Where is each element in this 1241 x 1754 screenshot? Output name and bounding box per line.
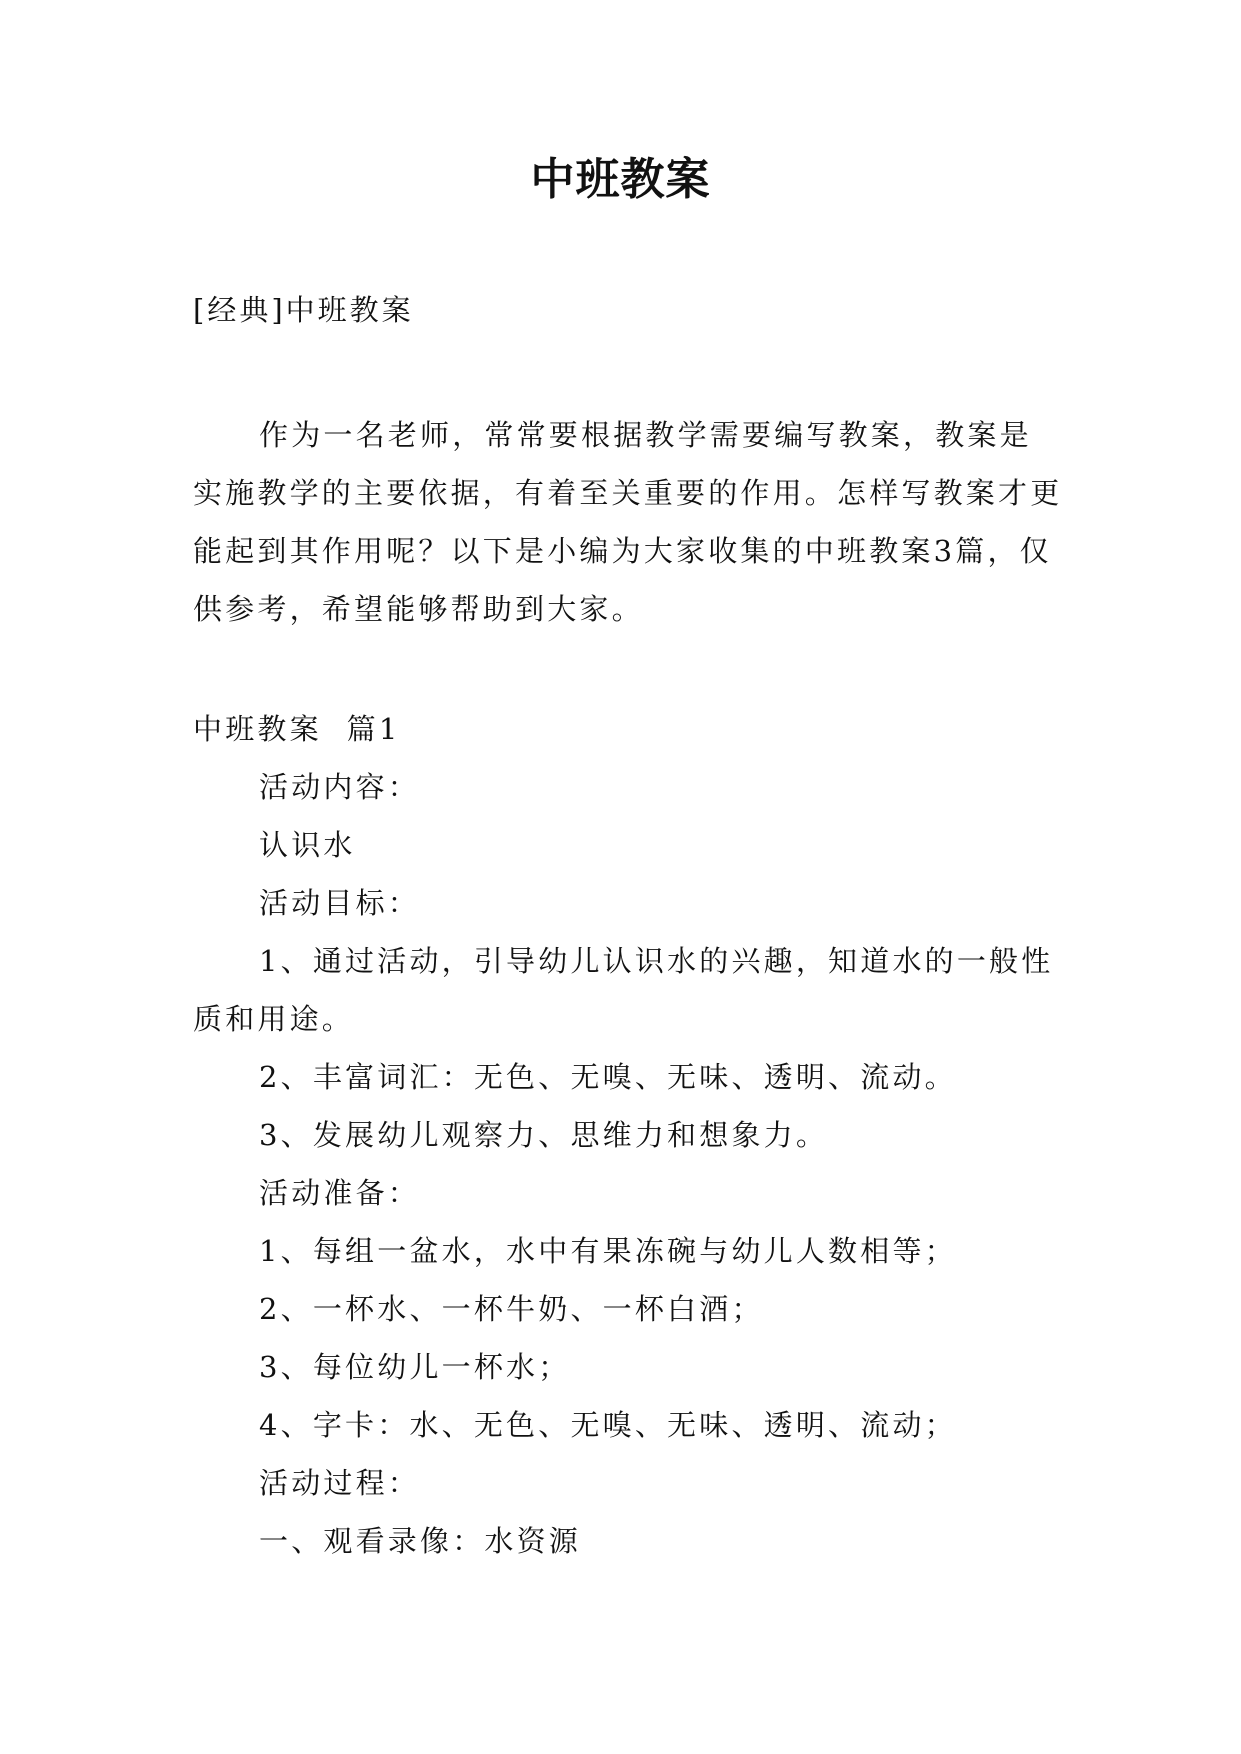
- activity-goal-item: 2、丰富词汇：无色、无嗅、无味、透明、流动。: [259, 1060, 957, 1094]
- section-1: [193, 700, 1063, 1570]
- activity-prep-label: 活动准备：: [259, 1176, 421, 1210]
- activity-goal-label: 活动目标：: [259, 886, 421, 920]
- activity-process-label: 活动过程：: [259, 1466, 421, 1500]
- document-title: 中班教案: [530, 154, 711, 205]
- activity-process-step: 一、观看录像：水资源: [259, 1524, 582, 1558]
- activity-content-text: 认识水: [259, 828, 356, 862]
- activity-goal-item: 3、发展幼儿观察力、思维力和想象力。: [259, 1118, 829, 1152]
- activity-prep-item: 4、字卡：水、无色、无嗅、无味、透明、流动；: [259, 1408, 957, 1442]
- activity-prep-item: 3、每位幼儿一杯水；: [259, 1350, 571, 1384]
- document-subtitle: [经典]中班教案: [193, 293, 414, 327]
- activity-goal-item: 1、通过活动，引导幼儿认识水的兴趣，知道水的一般性质和用途。: [193, 944, 1054, 1036]
- activity-content-label: 活动内容：: [259, 770, 421, 804]
- section-heading: 中班教案 篇1: [193, 712, 401, 746]
- activity-prep-item: 2、一杯水、一杯牛奶、一杯白酒；: [259, 1292, 764, 1326]
- activity-prep-item: 1、每组一盆水，水中有果冻碗与幼儿人数相等；: [259, 1234, 957, 1268]
- intro-paragraph: 作为一名老师，常常要根据教学需要编写教案，教案是实施教学的主要依据，有着至关重要的作用。怎样写教案才更能起到其作用呢？以下是小编为大家收集的中班教案3篇，仅供参考，希望能够帮助到大家。: [193, 418, 1063, 626]
